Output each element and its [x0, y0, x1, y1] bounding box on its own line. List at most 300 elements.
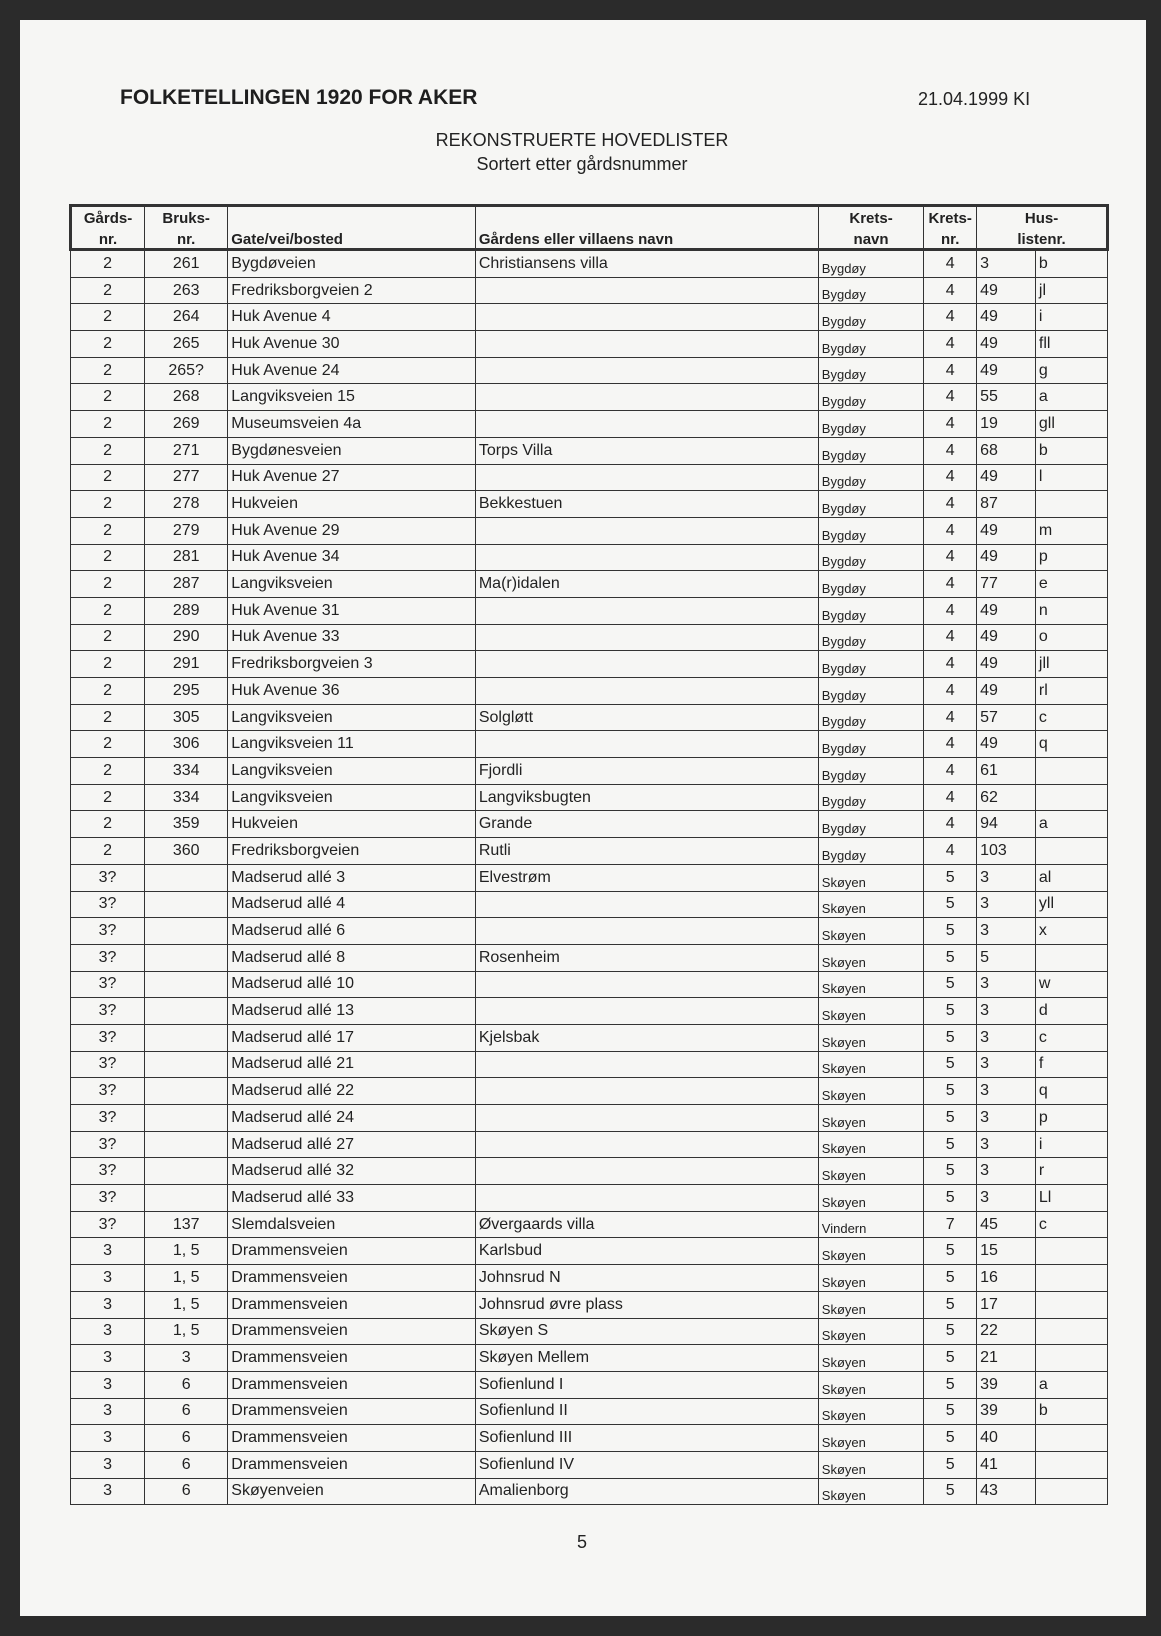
cell-huslistenr: 45 [977, 1211, 1036, 1238]
cell-hus-letter: q [1035, 1078, 1107, 1105]
cell-hus-letter: q [1035, 731, 1107, 758]
cell-navn: Rosenheim [475, 944, 818, 971]
cell-huslistenr: 103 [977, 838, 1036, 865]
header-kretsnr-top: Krets- [924, 206, 977, 228]
cell-hus-letter: b [1035, 1398, 1107, 1425]
cell-navn: Elvestrøm [475, 864, 818, 891]
cell-gate: Madserud allé 33 [228, 1185, 476, 1212]
cell-kretsnavn: Skøyen [818, 1078, 924, 1105]
cell-hus-letter [1035, 784, 1107, 811]
cell-gate: Fredriksborgveien 2 [228, 277, 476, 304]
cell-kretsnavn: Bygdøy [818, 544, 924, 571]
cell-navn: Johnsrud N [475, 1265, 818, 1292]
cell-kretsnr: 4 [924, 277, 977, 304]
table-row [71, 437, 1108, 464]
cell-kretsnr: 5 [924, 1158, 977, 1185]
cell-bruksnr: 277 [145, 464, 228, 491]
cell-navn: Skøyen S [475, 1318, 818, 1345]
table-row [71, 1185, 1108, 1212]
cell-navn [475, 1078, 818, 1105]
cell-hus-letter: p [1035, 1105, 1107, 1132]
table-row [71, 1105, 1108, 1132]
cell-kretsnr: 4 [924, 678, 977, 705]
table-row [71, 1371, 1108, 1398]
cell-gardsnr: 3? [71, 1078, 145, 1105]
table-row [71, 1425, 1108, 1452]
cell-gate: Madserud allé 3 [228, 864, 476, 891]
cell-hus-letter: al [1035, 864, 1107, 891]
table-row [71, 517, 1108, 544]
cell-kretsnavn: Skøyen [818, 918, 924, 945]
cell-kretsnavn: Skøyen [818, 1185, 924, 1212]
cell-hus-letter: rl [1035, 678, 1107, 705]
header-bruks-bottom: nr. [145, 227, 228, 250]
cell-gate: Madserud allé 22 [228, 1078, 476, 1105]
cell-gardsnr: 3? [71, 1024, 145, 1051]
cell-gardsnr: 2 [71, 277, 145, 304]
table-row [71, 998, 1108, 1025]
header-navn: Gårdens eller villaens navn [475, 227, 818, 250]
cell-navn [475, 464, 818, 491]
cell-hus-letter [1035, 1318, 1107, 1345]
cell-kretsnavn: Bygdøy [818, 571, 924, 598]
cell-huslistenr: 49 [977, 357, 1036, 384]
cell-hus-letter: b [1035, 250, 1107, 278]
table-header [71, 206, 1108, 250]
table-row [71, 971, 1108, 998]
cell-kretsnavn: Skøyen [818, 1158, 924, 1185]
header-hus-bottom: listenr. [977, 227, 1108, 250]
cell-kretsnr: 4 [924, 571, 977, 598]
cell-bruksnr [145, 1051, 228, 1078]
cell-kretsnavn: Skøyen [818, 998, 924, 1025]
cell-gate: Langviksveien [228, 704, 476, 731]
cell-navn [475, 1158, 818, 1185]
subtitle-line-2: Sortert etter gårdsnummer [476, 154, 688, 174]
cell-navn: Sofienlund I [475, 1371, 818, 1398]
cell-kretsnr: 4 [924, 651, 977, 678]
cell-kretsnavn: Bygdøy [818, 811, 924, 838]
cell-huslistenr: 49 [977, 464, 1036, 491]
cell-gardsnr: 3? [71, 944, 145, 971]
cell-huslistenr: 39 [977, 1371, 1036, 1398]
table-row [71, 1078, 1108, 1105]
cell-gate: Fredriksborgveien 3 [228, 651, 476, 678]
cell-navn [475, 624, 818, 651]
table-row [71, 597, 1108, 624]
cell-hus-letter: x [1035, 918, 1107, 945]
cell-kretsnavn: Skøyen [818, 1451, 924, 1478]
cell-gardsnr: 2 [71, 384, 145, 411]
cell-kretsnr: 4 [924, 517, 977, 544]
cell-bruksnr: 265? [145, 357, 228, 384]
cell-kretsnavn: Skøyen [818, 1265, 924, 1292]
table-row [71, 1238, 1108, 1265]
cell-huslistenr: 61 [977, 758, 1036, 785]
header-kretsnavn-top: Krets- [818, 206, 924, 228]
cell-gardsnr: 2 [71, 758, 145, 785]
table-row [71, 1291, 1108, 1318]
cell-gardsnr: 3? [71, 1105, 145, 1132]
cell-bruksnr: 290 [145, 624, 228, 651]
table-row [71, 357, 1108, 384]
cell-gate: Drammensveien [228, 1425, 476, 1452]
cell-gate: Madserud allé 8 [228, 944, 476, 971]
cell-huslistenr: 43 [977, 1478, 1036, 1505]
document-subtitle [20, 128, 1144, 176]
cell-huslistenr: 62 [977, 784, 1036, 811]
cell-navn: Sofienlund II [475, 1398, 818, 1425]
cell-kretsnavn: Bygdøy [818, 331, 924, 358]
cell-kretsnavn: Skøyen [818, 1051, 924, 1078]
cell-gardsnr: 3 [71, 1291, 145, 1318]
cell-bruksnr: 6 [145, 1451, 228, 1478]
cell-kretsnavn: Bygdøy [818, 464, 924, 491]
cell-kretsnavn: Skøyen [818, 1371, 924, 1398]
table-row [71, 784, 1108, 811]
cell-hus-letter: yll [1035, 891, 1107, 918]
cell-huslistenr: 87 [977, 491, 1036, 518]
cell-kretsnavn: Vindern [818, 1211, 924, 1238]
cell-gate: Drammensveien [228, 1291, 476, 1318]
cell-kretsnavn: Skøyen [818, 1131, 924, 1158]
cell-kretsnr: 4 [924, 811, 977, 838]
cell-navn [475, 998, 818, 1025]
cell-bruksnr: 289 [145, 597, 228, 624]
cell-bruksnr: 263 [145, 277, 228, 304]
cell-gate: Museumsveien 4a [228, 411, 476, 438]
cell-navn: Torps Villa [475, 437, 818, 464]
header-kretsnavn-bottom: navn [818, 227, 924, 250]
cell-gardsnr: 2 [71, 464, 145, 491]
cell-hus-letter [1035, 1238, 1107, 1265]
cell-gardsnr: 3 [71, 1265, 145, 1292]
cell-gate: Drammensveien [228, 1398, 476, 1425]
cell-bruksnr [145, 944, 228, 971]
cell-kretsnr: 5 [924, 998, 977, 1025]
cell-huslistenr: 3 [977, 1051, 1036, 1078]
cell-kretsnr: 4 [924, 597, 977, 624]
cell-bruksnr: 6 [145, 1425, 228, 1452]
header-gards-top: Gårds- [71, 206, 145, 228]
cell-navn [475, 1105, 818, 1132]
cell-kretsnr: 5 [924, 1131, 977, 1158]
cell-bruksnr [145, 1158, 228, 1185]
cell-navn [475, 731, 818, 758]
cell-gate: Madserud allé 4 [228, 891, 476, 918]
cell-kretsnavn: Bygdøy [818, 838, 924, 865]
cell-gate: Madserud allé 24 [228, 1105, 476, 1132]
cell-kretsnr: 4 [924, 784, 977, 811]
document-title: FOLKETELLINGEN 1920 FOR AKER [120, 86, 478, 109]
cell-bruksnr: 271 [145, 437, 228, 464]
cell-huslistenr: 3 [977, 1185, 1036, 1212]
table-row [71, 1478, 1108, 1505]
cell-gate: Drammensveien [228, 1345, 476, 1372]
page-number: 5 [576, 1532, 587, 1552]
cell-hus-letter: g [1035, 357, 1107, 384]
census-table [69, 204, 1109, 1505]
cell-bruksnr: 261 [145, 250, 228, 278]
cell-kretsnr: 5 [924, 971, 977, 998]
cell-bruksnr: 137 [145, 1211, 228, 1238]
cell-bruksnr [145, 864, 228, 891]
cell-hus-letter [1035, 1425, 1107, 1452]
cell-kretsnr: 4 [924, 838, 977, 865]
cell-gardsnr: 3? [71, 1051, 145, 1078]
header-gards-bottom: nr. [71, 227, 145, 250]
cell-navn: Rutli [475, 838, 818, 865]
cell-kretsnr: 5 [924, 1291, 977, 1318]
cell-navn: Sofienlund III [475, 1425, 818, 1452]
cell-bruksnr: 306 [145, 731, 228, 758]
table-row [71, 1265, 1108, 1292]
cell-gardsnr: 3? [71, 1131, 145, 1158]
cell-navn [475, 678, 818, 705]
cell-huslistenr: 21 [977, 1345, 1036, 1372]
cell-bruksnr: 281 [145, 544, 228, 571]
cell-huslistenr: 3 [977, 1024, 1036, 1051]
cell-gardsnr: 2 [71, 838, 145, 865]
cell-hus-letter: jl [1035, 277, 1107, 304]
cell-hus-letter [1035, 1451, 1107, 1478]
table-row [71, 651, 1108, 678]
cell-huslistenr: 22 [977, 1318, 1036, 1345]
cell-huslistenr: 3 [977, 918, 1036, 945]
cell-kretsnr: 5 [924, 918, 977, 945]
cell-gardsnr: 2 [71, 250, 145, 278]
cell-gate: Langviksveien [228, 571, 476, 598]
cell-huslistenr: 41 [977, 1451, 1036, 1478]
cell-gardsnr: 3 [71, 1478, 145, 1505]
cell-gate: Bygdønesveien [228, 437, 476, 464]
cell-hus-letter [1035, 1265, 1107, 1292]
cell-kretsnavn: Skøyen [818, 1425, 924, 1452]
cell-gardsnr: 2 [71, 331, 145, 358]
cell-gardsnr: 2 [71, 784, 145, 811]
cell-gardsnr: 3 [71, 1451, 145, 1478]
cell-gardsnr: 3? [71, 891, 145, 918]
table-row [71, 571, 1108, 598]
cell-kretsnr: 4 [924, 464, 977, 491]
cell-huslistenr: 49 [977, 517, 1036, 544]
cell-gate: Skøyenveien [228, 1478, 476, 1505]
cell-huslistenr: 3 [977, 250, 1036, 278]
cell-kretsnavn: Bygdøy [818, 250, 924, 278]
cell-huslistenr: 3 [977, 1105, 1036, 1132]
cell-gate: Madserud allé 27 [228, 1131, 476, 1158]
cell-hus-letter: n [1035, 597, 1107, 624]
cell-gardsnr: 2 [71, 491, 145, 518]
cell-bruksnr [145, 1131, 228, 1158]
cell-hus-letter [1035, 491, 1107, 518]
cell-huslistenr: 39 [977, 1398, 1036, 1425]
cell-navn [475, 411, 818, 438]
table-body [71, 250, 1108, 1505]
cell-huslistenr: 3 [977, 998, 1036, 1025]
cell-gate: Huk Avenue 4 [228, 304, 476, 331]
cell-navn [475, 331, 818, 358]
cell-gardsnr: 3 [71, 1371, 145, 1398]
table-row [71, 838, 1108, 865]
cell-huslistenr: 77 [977, 571, 1036, 598]
cell-gardsnr: 3? [71, 918, 145, 945]
table-row [71, 1158, 1108, 1185]
cell-gate: Drammensveien [228, 1451, 476, 1478]
cell-kretsnavn: Bygdøy [818, 651, 924, 678]
cell-kretsnr: 4 [924, 491, 977, 518]
cell-kretsnavn: Skøyen [818, 891, 924, 918]
table-row [71, 731, 1108, 758]
table-row [71, 891, 1108, 918]
table-row [71, 758, 1108, 785]
cell-gate: Langviksveien [228, 758, 476, 785]
cell-huslistenr: 3 [977, 1158, 1036, 1185]
cell-kretsnavn: Bygdøy [818, 437, 924, 464]
cell-navn: Øvergaards villa [475, 1211, 818, 1238]
cell-gardsnr: 3 [71, 1238, 145, 1265]
table-row [71, 864, 1108, 891]
table-row [71, 544, 1108, 571]
cell-kretsnavn: Bygdøy [818, 597, 924, 624]
table-row [71, 1131, 1108, 1158]
cell-gate: Langviksveien 15 [228, 384, 476, 411]
cell-kretsnavn: Skøyen [818, 1478, 924, 1505]
cell-kretsnavn: Bygdøy [818, 678, 924, 705]
cell-huslistenr: 49 [977, 331, 1036, 358]
header-navn-top [475, 206, 818, 228]
table-row [71, 464, 1108, 491]
cell-gardsnr: 3 [71, 1398, 145, 1425]
cell-kretsnavn: Skøyen [818, 1398, 924, 1425]
cell-navn: Skøyen Mellem [475, 1345, 818, 1372]
cell-hus-letter [1035, 1345, 1107, 1372]
header-bruks-top: Bruks- [145, 206, 228, 228]
table-row [71, 411, 1108, 438]
cell-kretsnavn: Bygdøy [818, 277, 924, 304]
cell-hus-letter: e [1035, 571, 1107, 598]
cell-kretsnr: 4 [924, 304, 977, 331]
cell-bruksnr [145, 1105, 228, 1132]
table-row [71, 491, 1108, 518]
cell-kretsnr: 4 [924, 704, 977, 731]
cell-gardsnr: 2 [71, 704, 145, 731]
cell-huslistenr: 3 [977, 1078, 1036, 1105]
cell-kretsnr: 5 [924, 1345, 977, 1372]
cell-kretsnavn: Bygdøy [818, 704, 924, 731]
cell-huslistenr: 49 [977, 624, 1036, 651]
cell-huslistenr: 49 [977, 678, 1036, 705]
cell-huslistenr: 3 [977, 1131, 1036, 1158]
cell-huslistenr: 94 [977, 811, 1036, 838]
cell-navn: Sofienlund IV [475, 1451, 818, 1478]
cell-bruksnr: 279 [145, 517, 228, 544]
cell-navn [475, 597, 818, 624]
cell-bruksnr: 6 [145, 1398, 228, 1425]
cell-navn [475, 971, 818, 998]
cell-kretsnavn: Skøyen [818, 1291, 924, 1318]
cell-hus-letter: r [1035, 1158, 1107, 1185]
cell-huslistenr: 49 [977, 277, 1036, 304]
cell-navn: Fjordli [475, 758, 818, 785]
cell-kretsnavn: Bygdøy [818, 304, 924, 331]
cell-hus-letter [1035, 1291, 1107, 1318]
table-row [71, 250, 1108, 278]
cell-gate: Madserud allé 32 [228, 1158, 476, 1185]
cell-gardsnr: 2 [71, 357, 145, 384]
subtitle-line-1: REKONSTRUERTE HOVEDLISTER [435, 130, 729, 150]
cell-gate: Huk Avenue 31 [228, 597, 476, 624]
cell-hus-letter [1035, 758, 1107, 785]
cell-navn [475, 384, 818, 411]
cell-bruksnr: 359 [145, 811, 228, 838]
cell-gate: Huk Avenue 33 [228, 624, 476, 651]
cell-hus-letter: o [1035, 624, 1107, 651]
cell-navn: Solgløtt [475, 704, 818, 731]
cell-hus-letter: a [1035, 811, 1107, 838]
cell-gardsnr: 2 [71, 624, 145, 651]
cell-kretsnavn: Bygdøy [818, 624, 924, 651]
cell-kretsnr: 5 [924, 864, 977, 891]
cell-gate: Slemdalsveien [228, 1211, 476, 1238]
cell-kretsnr: 5 [924, 1024, 977, 1051]
cell-huslistenr: 49 [977, 651, 1036, 678]
cell-navn [475, 304, 818, 331]
cell-kretsnr: 4 [924, 331, 977, 358]
cell-huslistenr: 49 [977, 731, 1036, 758]
cell-navn: Johnsrud øvre plass [475, 1291, 818, 1318]
cell-kretsnr: 4 [924, 624, 977, 651]
cell-kretsnavn: Bygdøy [818, 784, 924, 811]
cell-kretsnr: 4 [924, 384, 977, 411]
table-row [71, 811, 1108, 838]
cell-bruksnr [145, 891, 228, 918]
header-hus-top: Hus- [977, 206, 1108, 228]
cell-hus-letter: Ll [1035, 1185, 1107, 1212]
cell-kretsnr: 4 [924, 437, 977, 464]
cell-navn [475, 357, 818, 384]
cell-kretsnavn: Skøyen [818, 864, 924, 891]
cell-bruksnr [145, 998, 228, 1025]
cell-navn: Karlsbud [475, 1238, 818, 1265]
cell-kretsnr: 4 [924, 357, 977, 384]
cell-gate: Langviksveien [228, 784, 476, 811]
cell-kretsnr: 5 [924, 1185, 977, 1212]
cell-navn: Grande [475, 811, 818, 838]
cell-gate: Madserud allé 21 [228, 1051, 476, 1078]
cell-bruksnr: 1, 5 [145, 1291, 228, 1318]
table-row [71, 624, 1108, 651]
cell-gardsnr: 3? [71, 1211, 145, 1238]
cell-bruksnr: 291 [145, 651, 228, 678]
cell-navn [475, 651, 818, 678]
cell-gardsnr: 2 [71, 437, 145, 464]
cell-bruksnr [145, 1024, 228, 1051]
cell-gardsnr: 3? [71, 971, 145, 998]
cell-kretsnr: 4 [924, 544, 977, 571]
cell-gate: Madserud allé 6 [228, 918, 476, 945]
cell-bruksnr: 268 [145, 384, 228, 411]
cell-bruksnr: 278 [145, 491, 228, 518]
cell-gardsnr: 3 [71, 1425, 145, 1452]
cell-navn: Bekkestuen [475, 491, 818, 518]
cell-hus-letter [1035, 944, 1107, 971]
cell-gate: Huk Avenue 30 [228, 331, 476, 358]
cell-huslistenr: 3 [977, 864, 1036, 891]
cell-gate: Drammensveien [228, 1318, 476, 1345]
cell-kretsnavn: Skøyen [818, 1024, 924, 1051]
cell-navn: Amalienborg [475, 1478, 818, 1505]
